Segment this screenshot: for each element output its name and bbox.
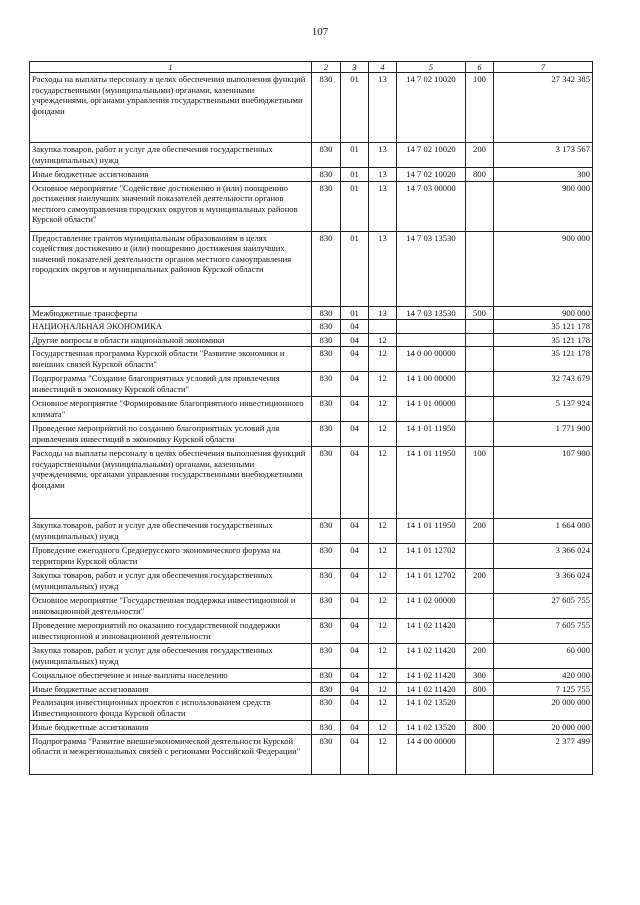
section-code: 04 <box>341 619 369 644</box>
table-row <box>30 644 593 669</box>
section-code: 04 <box>341 333 369 347</box>
subsection-code: 12 <box>369 734 397 774</box>
subsection-code: 12 <box>369 397 397 422</box>
admin-code: 830 <box>312 168 341 182</box>
admin-code: 830 <box>312 519 341 544</box>
amount: 2 377 499 <box>494 734 593 774</box>
target-article-code: 14 7 02 10020 <box>397 168 466 182</box>
expense-type-code: 100 <box>466 447 494 519</box>
row-name: Социальное обеспечение и иные выплаты населению <box>30 669 312 683</box>
table-row <box>30 333 593 347</box>
section-code: 04 <box>341 519 369 544</box>
expense-type-code <box>466 544 494 569</box>
row-name: Основное мероприятие "Государственная поддержка инвестиционной и инновационной деятельности" <box>30 594 312 619</box>
column-number: 5 <box>397 62 466 73</box>
table-row <box>30 721 593 735</box>
amount: 5 137 924 <box>494 397 593 422</box>
admin-code: 830 <box>312 544 341 569</box>
expense-type-code <box>466 619 494 644</box>
subsection-code: 12 <box>369 644 397 669</box>
subsection-code: 13 <box>369 306 397 320</box>
amount: 7 605 755 <box>494 619 593 644</box>
subsection-code: 12 <box>369 619 397 644</box>
row-name: Подпрограмма "Создание благоприятных условий для привлечения инвестиций в экономику Курской области" <box>30 372 312 397</box>
target-article-code: 14 4 00 00000 <box>397 734 466 774</box>
subsection-code: 12 <box>369 519 397 544</box>
target-article-code: 14 1 01 11950 <box>397 519 466 544</box>
row-name: Иные бюджетные ассигнования <box>30 168 312 182</box>
target-article-code: 14 1 02 11420 <box>397 669 466 683</box>
page-number: 107 <box>311 26 329 38</box>
target-article-code: 14 1 01 12702 <box>397 544 466 569</box>
admin-code: 830 <box>312 721 341 735</box>
subsection-code <box>369 320 397 334</box>
section-code: 04 <box>341 644 369 669</box>
expense-type-code <box>466 594 494 619</box>
subsection-code: 12 <box>369 696 397 721</box>
admin-code: 830 <box>312 669 341 683</box>
column-number: 2 <box>312 62 341 73</box>
section-code: 04 <box>341 682 369 696</box>
expense-type-code <box>466 696 494 721</box>
section-code: 04 <box>341 397 369 422</box>
subsection-code: 13 <box>369 73 397 143</box>
column-number-header <box>30 62 593 73</box>
admin-code: 830 <box>312 372 341 397</box>
amount: 3 366 024 <box>494 569 593 594</box>
expense-type-code <box>466 734 494 774</box>
target-article-code: 14 1 02 13520 <box>397 696 466 721</box>
table-row <box>30 143 593 168</box>
amount: 35 121 178 <box>494 333 593 347</box>
admin-code: 830 <box>312 682 341 696</box>
target-article-code: 14 1 02 11420 <box>397 682 466 696</box>
expense-type-code: 200 <box>466 143 494 168</box>
expense-type-code: 800 <box>466 721 494 735</box>
table-row <box>30 594 593 619</box>
section-code: 01 <box>341 73 369 143</box>
table-row <box>30 306 593 320</box>
row-name: Проведение ежегодного Среднерусского экономического форума на территории Курской области <box>30 544 312 569</box>
expense-type-code <box>466 422 494 447</box>
amount: 1 664 000 <box>494 519 593 544</box>
subsection-code: 12 <box>369 447 397 519</box>
admin-code: 830 <box>312 306 341 320</box>
amount: 3 173 567 <box>494 143 593 168</box>
table-row <box>30 320 593 334</box>
admin-code: 830 <box>312 231 341 306</box>
amount: 107 900 <box>494 447 593 519</box>
admin-code: 830 <box>312 594 341 619</box>
section-code: 04 <box>341 372 369 397</box>
section-code: 04 <box>341 347 369 372</box>
section-code: 04 <box>341 569 369 594</box>
target-article-code: 14 1 02 11420 <box>397 619 466 644</box>
expense-type-code <box>466 333 494 347</box>
row-name: Основное мероприятие "Содействие достижению и (или) поощрению достижения наилучших значений показателей деятельности органов местного самоуправления городских округов и муниципальных районов Курской области" <box>30 181 312 231</box>
admin-code: 830 <box>312 320 341 334</box>
column-number: 3 <box>341 62 369 73</box>
target-article-code: 14 7 03 00000 <box>397 181 466 231</box>
subsection-code: 13 <box>369 143 397 168</box>
section-code: 04 <box>341 669 369 683</box>
row-name: Закупка товаров, работ и услуг для обеспечения государственных (муниципальных) нужд <box>30 143 312 168</box>
row-name: Проведение мероприятий по оказанию государственной поддержки инвестиционной и инновационной деятельности <box>30 619 312 644</box>
amount: 35 121 178 <box>494 320 593 334</box>
subsection-code: 12 <box>369 721 397 735</box>
table-row <box>30 734 593 774</box>
table-row <box>30 168 593 182</box>
table-row <box>30 669 593 683</box>
table-row <box>30 181 593 231</box>
subsection-code: 12 <box>369 569 397 594</box>
subsection-code: 12 <box>369 594 397 619</box>
expense-type-code <box>466 397 494 422</box>
section-code: 01 <box>341 306 369 320</box>
amount: 300 <box>494 168 593 182</box>
admin-code: 830 <box>312 143 341 168</box>
expense-type-code: 200 <box>466 644 494 669</box>
row-name: Реализация инвестиционных проектов с использованием средств Инвестиционного фонда Курской области <box>30 696 312 721</box>
table-row <box>30 682 593 696</box>
expense-type-code <box>466 347 494 372</box>
section-code: 01 <box>341 143 369 168</box>
row-name: Государственная программа Курской области "Развитие экономики и внешних связей Курской области" <box>30 347 312 372</box>
row-name: Закупка товаров, работ и услуг для обеспечения государственных (муниципальных) нужд <box>30 519 312 544</box>
target-article-code: 14 7 03 13530 <box>397 306 466 320</box>
row-name: Закупка товаров, работ и услуг для обеспечения государственных (муниципальных) нужд <box>30 569 312 594</box>
target-article-code: 14 1 01 00000 <box>397 397 466 422</box>
amount: 20 000 000 <box>494 696 593 721</box>
amount: 420 000 <box>494 669 593 683</box>
column-number: 6 <box>466 62 494 73</box>
target-article-code: 14 1 02 13520 <box>397 721 466 735</box>
expense-type-code: 200 <box>466 569 494 594</box>
admin-code: 830 <box>312 619 341 644</box>
subsection-code: 12 <box>369 333 397 347</box>
amount: 900 000 <box>494 181 593 231</box>
section-code: 04 <box>341 734 369 774</box>
subsection-code: 12 <box>369 544 397 569</box>
admin-code: 830 <box>312 569 341 594</box>
subsection-code: 12 <box>369 682 397 696</box>
target-article-code: 14 0 00 00000 <box>397 347 466 372</box>
amount: 60 000 <box>494 644 593 669</box>
row-name: Проведение мероприятий по созданию благоприятных условий для привлечения инвестиций в экономику Курской области <box>30 422 312 447</box>
expense-type-code <box>466 181 494 231</box>
admin-code: 830 <box>312 447 341 519</box>
admin-code: 830 <box>312 644 341 669</box>
amount: 27 342 385 <box>494 73 593 143</box>
expense-type-code: 300 <box>466 669 494 683</box>
section-code: 01 <box>341 181 369 231</box>
admin-code: 830 <box>312 696 341 721</box>
target-article-code <box>397 333 466 347</box>
row-name: Иные бюджетные ассигнования <box>30 682 312 696</box>
subsection-code: 12 <box>369 347 397 372</box>
target-article-code: 14 1 00 00000 <box>397 372 466 397</box>
admin-code: 830 <box>312 181 341 231</box>
section-code: 01 <box>341 168 369 182</box>
row-name: Другие вопросы в области национальной экономики <box>30 333 312 347</box>
column-number: 7 <box>494 62 593 73</box>
table-row <box>30 231 593 306</box>
expense-type-code <box>466 372 494 397</box>
target-article-code <box>397 320 466 334</box>
target-article-code: 14 1 01 11950 <box>397 447 466 519</box>
expense-type-code <box>466 231 494 306</box>
amount: 1 771 900 <box>494 422 593 447</box>
table-row <box>30 347 593 372</box>
subsection-code: 13 <box>369 168 397 182</box>
admin-code: 830 <box>312 422 341 447</box>
table-row <box>30 73 593 143</box>
admin-code: 830 <box>312 347 341 372</box>
subsection-code: 13 <box>369 231 397 306</box>
table-row <box>30 544 593 569</box>
section-code: 04 <box>341 422 369 447</box>
section-code: 04 <box>341 544 369 569</box>
target-article-code: 14 7 02 10020 <box>397 143 466 168</box>
amount: 20 000 000 <box>494 721 593 735</box>
section-code: 04 <box>341 594 369 619</box>
subsection-code: 12 <box>369 669 397 683</box>
column-number: 4 <box>369 62 397 73</box>
row-name: Расходы на выплаты персоналу в целях обеспечения выполнения функций государственными (муниципальными) органами, казенными учреждениями, органами управления государственными внебюджетными фондами <box>30 447 312 519</box>
section-code: 04 <box>341 696 369 721</box>
subsection-code: 13 <box>369 181 397 231</box>
subsection-code: 12 <box>369 372 397 397</box>
row-name: Иные бюджетные ассигнования <box>30 721 312 735</box>
row-name: Расходы на выплаты персоналу в целях обеспечения выполнения функций государственными (муниципальными) органами, казенными учреждениями, органами управления государственными внебюджетными фондами <box>30 73 312 143</box>
expense-type-code <box>466 320 494 334</box>
table-row <box>30 696 593 721</box>
target-article-code: 14 7 03 13530 <box>397 231 466 306</box>
section-code: 04 <box>341 721 369 735</box>
target-article-code: 14 1 02 00000 <box>397 594 466 619</box>
amount: 3 366 024 <box>494 544 593 569</box>
admin-code: 830 <box>312 73 341 143</box>
table-row <box>30 372 593 397</box>
row-name: Подпрограмма "Развитие внешнеэкономической деятельности Курской области и межрегиональных связей с регионами Российской Федерации" <box>30 734 312 774</box>
table-row <box>30 422 593 447</box>
subsection-code: 12 <box>369 422 397 447</box>
target-article-code: 14 1 01 11950 <box>397 422 466 447</box>
table-row <box>30 447 593 519</box>
target-article-code: 14 7 02 10020 <box>397 73 466 143</box>
amount: 900 000 <box>494 306 593 320</box>
section-code: 01 <box>341 231 369 306</box>
amount: 35 121 178 <box>494 347 593 372</box>
table-row <box>30 397 593 422</box>
admin-code: 830 <box>312 734 341 774</box>
admin-code: 830 <box>312 397 341 422</box>
target-article-code: 14 1 01 12702 <box>397 569 466 594</box>
table-row <box>30 519 593 544</box>
section-code: 04 <box>341 447 369 519</box>
amount: 900 000 <box>494 231 593 306</box>
column-number: 1 <box>30 62 312 73</box>
row-name: Закупка товаров, работ и услуг для обеспечения государственных (муниципальных) нужд <box>30 644 312 669</box>
amount: 32 743 679 <box>494 372 593 397</box>
row-name: Межбюджетные трансферты <box>30 306 312 320</box>
expense-type-code: 800 <box>466 682 494 696</box>
expense-type-code: 100 <box>466 73 494 143</box>
expense-type-code: 500 <box>466 306 494 320</box>
amount: 7 125 755 <box>494 682 593 696</box>
row-name: Основное мероприятие "Формирование благоприятного инвестиционного климата" <box>30 397 312 422</box>
row-name: Предоставление грантов муниципальным образованиям в целях содействия достижению и (или) поощрению достижения наилучших значений показателей деятельности органов местного самоуправления городских округов и муниципальных районов Курской области <box>30 231 312 306</box>
table-row <box>30 619 593 644</box>
section-code: 04 <box>341 320 369 334</box>
table-row <box>30 569 593 594</box>
row-name: НАЦИОНАЛЬНАЯ ЭКОНОМИКА <box>30 320 312 334</box>
expense-type-code: 800 <box>466 168 494 182</box>
amount: 27 605 755 <box>494 594 593 619</box>
target-article-code: 14 1 02 11420 <box>397 644 466 669</box>
admin-code: 830 <box>312 333 341 347</box>
budget-table <box>29 61 593 775</box>
expense-type-code: 200 <box>466 519 494 544</box>
